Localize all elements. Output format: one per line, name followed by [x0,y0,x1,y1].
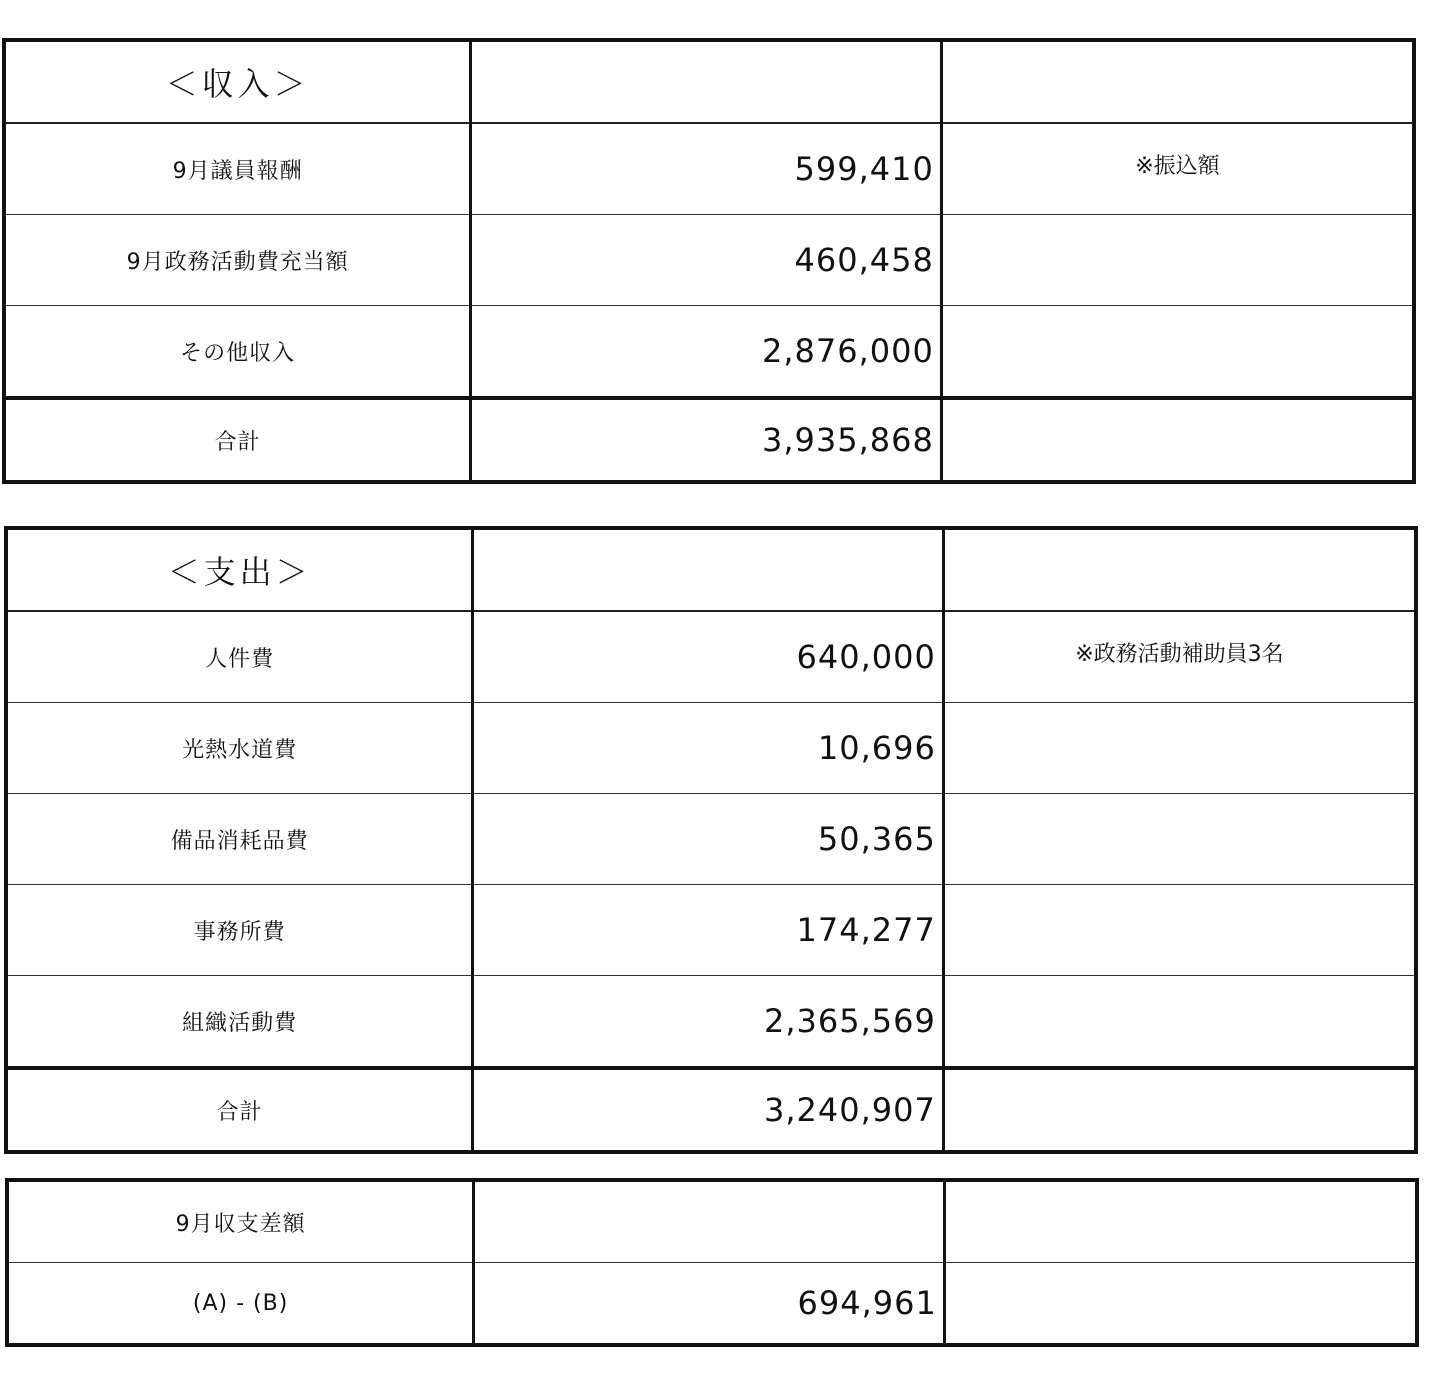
difference-header-empty-cell [474,1180,945,1263]
difference-header-row [7,1180,1417,1263]
table-row [4,306,1414,399]
expense-row-label: 組織活動費 [6,976,473,1069]
expense-header-empty-cell [473,528,944,611]
expense-row-amount: 50,365 [473,794,944,885]
income-header-empty-cell [471,40,942,123]
income-row-label: 9月政務活動費充当額 [4,215,471,306]
income-header-row [4,40,1414,123]
income-row-label: その他収入 [4,306,471,399]
income-row-note [941,306,1414,399]
income-header-empty-cell [941,40,1414,123]
expense-row-amount: 174,277 [473,885,944,976]
difference-heading: 9月収支差額 [7,1180,474,1263]
income-total-row [4,398,1414,482]
expense-total-row [6,1068,1416,1152]
income-row-amount: 460,458 [471,215,942,306]
income-row-note: ※振込額 [941,123,1414,215]
expense-total-amount: 3,240,907 [473,1068,944,1152]
expense-header-empty-cell [943,528,1416,611]
expense-total-empty-cell [943,1068,1416,1152]
income-total-label: 合計 [4,398,471,482]
income-row-amount: 2,876,000 [471,306,942,399]
expense-row-note [943,794,1416,885]
difference-formula: (A) - (B) [7,1263,474,1346]
expense-row-amount: 10,696 [473,703,944,794]
expense-row-label: 人件費 [6,611,473,703]
expense-row-label: 備品消耗品費 [6,794,473,885]
expense-row-amount: 640,000 [473,611,944,703]
table-row [4,123,1414,215]
income-row-label: 9月議員報酬 [4,123,471,215]
expense-row-note [943,703,1416,794]
expense-row-note [943,885,1416,976]
table-row [6,794,1416,885]
expense-table [4,526,1418,1154]
income-table [2,38,1416,484]
income-row-amount: 599,410 [471,123,942,215]
expense-row-label: 事務所費 [6,885,473,976]
income-total-amount: 3,935,868 [471,398,942,482]
difference-table [5,1178,1419,1347]
income-row-note [941,215,1414,306]
table-row [6,703,1416,794]
expense-total-label: 合計 [6,1068,473,1152]
expense-heading: ＜支出＞ [6,528,473,611]
income-heading: ＜収入＞ [4,40,471,123]
difference-empty-cell [944,1263,1417,1346]
table-row [6,611,1416,703]
table-row [6,976,1416,1069]
expense-row-note [943,976,1416,1069]
table-row [4,215,1414,306]
expense-header-row [6,528,1416,611]
difference-amount: 694,961 [474,1263,945,1346]
expense-row-label: 光熱水道費 [6,703,473,794]
difference-header-empty-cell [944,1180,1417,1263]
income-total-empty-cell [941,398,1414,482]
table-row [6,885,1416,976]
expense-row-amount: 2,365,569 [473,976,944,1069]
difference-value-row [7,1263,1417,1346]
expense-row-note: ※政務活動補助員3名 [943,611,1416,703]
